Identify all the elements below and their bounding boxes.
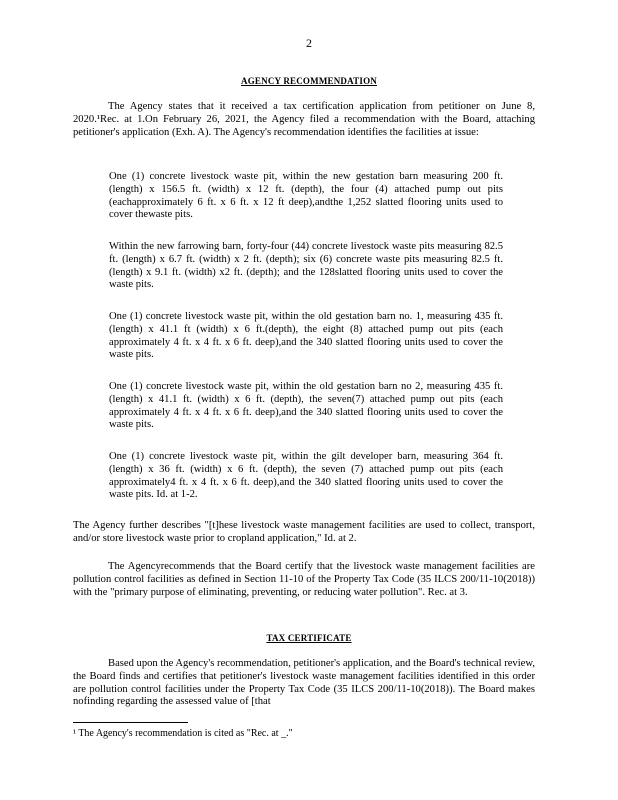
facility-item-3: One (1) concrete livestock waste pit, within the old gestation barn no. 1, measuring 435 ft. (length) x 41.1 ft (width) x 6 ft.(depth), the eight (8) attached pump out pits (each approximately 4 ft. x 4 ft. x 6 ft. deep),and the 340 slatted flooring units used to cover the waste pits. [109,311,503,361]
facility-item-5: One (1) concrete livestock waste pit, within the gilt developer barn, measuring 364 ft. (length) x 36 ft. (width) x 6 ft. (depth), the seven (7) attached pump out pits (each approximately4 ft. x 4 ft. x 6 ft. deep),and the 340 slatted flooring units used to cover the waste pits. Id. at 1-2. [109,451,503,501]
facility-item-4: One (1) concrete livestock waste pit, within the old gestation barn no 2, measuring 435 ft. (length) x 41.1 ft. (width) x 6 ft. (depth), the seven(7) attached pump out pits (each approximately 4 ft. x 4 ft. x 6 ft. deep),and the 340 slatted flooring units used to cover the waste pits. [109,381,503,431]
footnote-divider [73,722,188,723]
paragraph-agency-describes: The Agency further describes "[t]hese livestock waste management facilities are used to collect, transport, and/or store livestock waste prior to cropland application," Id. at 2. [73,520,535,544]
paragraph-agency-states: The Agency states that it received a tax certification application from petitioner on June 8, 2020.¹Rec. at 1.On February 26, 2021, the Agency filed a recommendation with the Board, attaching petitioner's application (Exh. A). The Agency's recommendation identifies the facilities at issue: [73,101,535,138]
paragraph-tax-certificate: Based upon the Agency's recommendation, petitioner's application, and the Board's technical review, the Board finds and certifies that petitioner's livestock waste management facilities identified in this order are pollution control facilities under the Property Tax Code (35 ILCS 200/11-10(2018)). The Board makes nofinding regarding the assessed value of [that [73,658,535,708]
footnote: ¹ The Agency's recommendation is cited as "Rec. at _." [73,728,293,739]
facility-item-2: Within the new farrowing barn, forty-four (44) concrete livestock waste pits measuring 82.5 ft. (length) x 6.7 ft. (width) x 2 ft. (depth); six (6) concrete waste pits measuring 82.5 ft. (length) x 9.1 ft. (width) x2 ft. (depth); and the 128slatted flooring units used to cover the waste pits. [109,241,503,291]
paragraph-agency-recommends: The Agencyrecommends that the Board certify that the livestock waste management facilities are pollution control facilities as defined in Section 11-10 of the Property Tax Code (35 ILCS 200/11-10(2018)) with the "primary purpose of eliminating, preventing, or reducing water pollution". Rec. at 3. [73,561,535,598]
facility-item-1: One (1) concrete livestock waste pit, within the new gestation barn measuring 200 ft. (length) x 156.5 ft. (width) x 12 ft. (depth), the four (4) attached pump out pits (eachapproximately 6 ft. x 6 ft. x 12 ft deep),andthe 1,252 slatted flooring units used to cover thewaste pits. [109,171,503,221]
tax-certificate-heading: TAX CERTIFICATE [266,633,352,643]
page-number: 2 [306,36,312,50]
agency-recommendation-heading: AGENCY RECOMMENDATION [241,76,377,86]
